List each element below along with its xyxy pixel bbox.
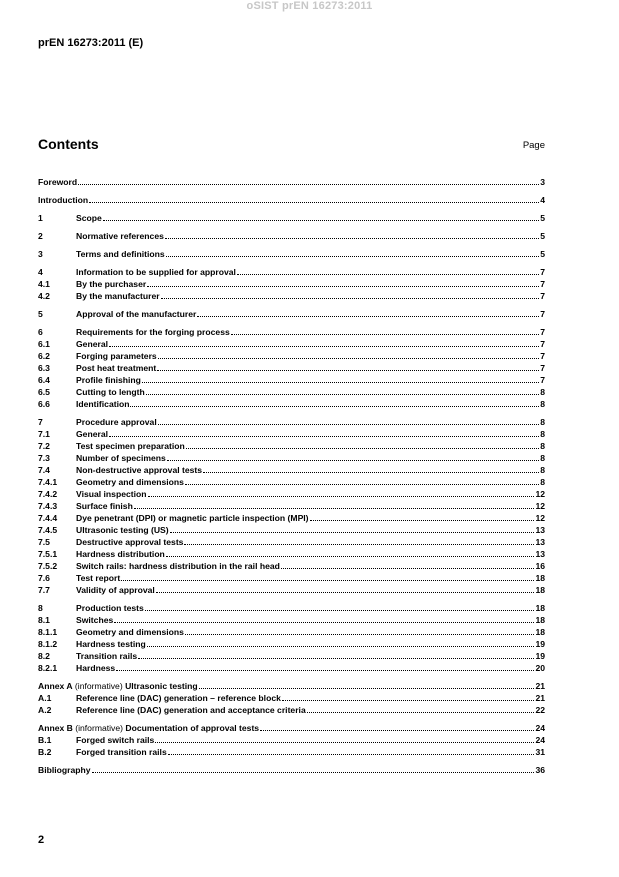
toc-entry-number: 7.3: [38, 453, 50, 463]
dot-leader: [166, 548, 535, 557]
toc-entry-page: 13: [535, 549, 545, 559]
toc-entry[interactable]: [38, 194, 545, 206]
toc-entry[interactable]: [38, 428, 545, 440]
toc-entry-page: 21: [535, 681, 545, 691]
toc-entry-title: Foreword: [38, 177, 78, 187]
toc-entry[interactable]: [38, 326, 545, 338]
dot-leader: [147, 638, 535, 647]
toc-entry[interactable]: [38, 692, 545, 704]
toc-entry-number: 6.4: [38, 375, 50, 385]
toc-entry-title: Forging parameters: [76, 351, 157, 361]
toc-entry-title: Hardness: [76, 663, 116, 673]
toc-entry[interactable]: [38, 488, 545, 500]
dot-leader: [184, 536, 534, 545]
dot-leader: [146, 386, 539, 395]
toc-entry-number: 4.2: [38, 291, 50, 301]
dot-leader: [161, 290, 540, 299]
dot-leader: [158, 416, 540, 425]
toc-entry[interactable]: [38, 512, 545, 524]
watermark: oSIST prEN 16273:2011: [246, 0, 373, 12]
dot-leader: [114, 614, 534, 623]
dot-leader: [185, 476, 539, 485]
toc-entry-page: 12: [535, 501, 545, 511]
toc-entry-title: General: [76, 429, 109, 439]
toc-entry-note: (informative): [72, 723, 126, 733]
toc-entry-page: 7: [540, 363, 545, 373]
toc-entry-title: Normative references: [76, 231, 164, 241]
toc-entry-page: 8: [540, 441, 545, 451]
toc-entry-page: 8: [540, 417, 545, 427]
toc-entry-page: 20: [535, 663, 545, 673]
toc-entry-number: 7.4.1: [38, 477, 58, 487]
toc-entry-number: B.2: [38, 747, 52, 757]
dot-leader: [310, 512, 535, 521]
toc-entry-page: 21: [535, 693, 545, 703]
toc-entry-number: 5: [38, 309, 43, 319]
toc-entry[interactable]: [38, 290, 545, 302]
dot-leader: [78, 176, 539, 185]
toc-entry-title: Forged transition rails: [76, 747, 167, 757]
toc-entry-page: 36: [535, 765, 545, 775]
toc-entry[interactable]: [38, 734, 545, 746]
toc-entry-page: 7: [540, 279, 545, 289]
dot-leader: [186, 440, 539, 449]
toc-entry-number: 7.5.2: [38, 561, 58, 571]
toc-entry-title: Production tests: [76, 603, 144, 613]
dot-leader: [260, 722, 534, 731]
toc-entry[interactable]: [38, 338, 545, 350]
toc-entry-title: Dye penetrant (DPI) or magnetic particle inspection (MPI): [76, 513, 309, 523]
toc-entry-title: Information to be supplied for approval: [76, 267, 236, 277]
document-id: prEN 16273:2011 (E): [38, 37, 144, 49]
toc-entry-title: Surface finish: [76, 501, 133, 511]
toc-entry-title: Geometry and dimensions: [76, 627, 184, 637]
toc-entry-page: 5: [540, 249, 545, 259]
toc-entry[interactable]: [38, 416, 545, 428]
toc-entry-number: 7.1: [38, 429, 50, 439]
toc-entry-page: 18: [535, 603, 545, 613]
toc-entry-number: 8.1.1: [38, 627, 58, 637]
dot-leader: [237, 266, 539, 275]
toc-entry-number: 7.7: [38, 585, 50, 595]
page-column-label: Page: [522, 140, 545, 151]
toc-entry[interactable]: [38, 524, 545, 536]
toc-entry-page: 7: [540, 309, 545, 319]
toc-entry-title: Introduction: [38, 195, 89, 205]
toc-entry-title: Switches: [76, 615, 114, 625]
toc-entry[interactable]: [38, 476, 545, 488]
toc-entry-page: 5: [540, 231, 545, 241]
dot-leader: [138, 650, 534, 659]
toc-entry-title: Post heat treatment: [76, 363, 157, 373]
toc-entry-title: Hardness testing: [76, 639, 146, 649]
toc-entry-title: Test specimen preparation: [76, 441, 185, 451]
toc-entry-page: 19: [535, 639, 545, 649]
toc-entry-title: Test report: [76, 573, 121, 583]
dot-leader: [282, 692, 535, 701]
toc-entry-number: A.2: [38, 705, 52, 715]
toc-entry-number: 7.5: [38, 537, 50, 547]
toc-entry-number: 7.2: [38, 441, 50, 451]
toc-entry-page: 18: [535, 627, 545, 637]
toc-entry[interactable]: [38, 662, 545, 674]
dot-leader: [148, 488, 535, 497]
toc-entry-number: A.1: [38, 693, 52, 703]
toc-entry-number: 7.4.4: [38, 513, 58, 523]
dot-leader: [165, 230, 539, 239]
toc-entry[interactable]: [38, 266, 545, 278]
toc-entry-title: Cutting to length: [76, 387, 145, 397]
toc-entry-number: 7.4.5: [38, 525, 58, 535]
toc-entry-page: 24: [535, 723, 545, 733]
toc-entry-title: Profile finishing: [76, 375, 141, 385]
toc-entry-page: 19: [535, 651, 545, 661]
contents-heading: Contents: [38, 136, 99, 152]
toc-entry[interactable]: [38, 722, 545, 734]
toc-entry-page: 7: [540, 291, 545, 301]
toc-entry-page: 7: [540, 339, 545, 349]
toc-entry-page: 18: [535, 615, 545, 625]
dot-leader: [197, 308, 539, 317]
toc-entry[interactable]: [38, 176, 545, 188]
toc-entry[interactable]: [38, 638, 545, 650]
toc-entry-title: Reference line (DAC) generation and acceptance criteria: [76, 705, 306, 715]
toc-entry-page: 16: [535, 561, 545, 571]
toc-entry[interactable]: [38, 584, 545, 596]
toc-entry-page: 12: [535, 489, 545, 499]
toc-entry-title: By the manufacturer: [76, 291, 160, 301]
toc-entry-title: Visual inspection: [76, 489, 147, 499]
toc-entry[interactable]: [38, 650, 545, 662]
toc-entry-number: 8: [38, 603, 43, 613]
toc-entry[interactable]: [38, 278, 545, 290]
toc-entry-title: Ultrasonic testing (US): [76, 525, 169, 535]
toc-entry-title: Forged switch rails: [76, 735, 155, 745]
dot-leader: [281, 560, 535, 569]
dot-leader: [157, 362, 539, 371]
dot-leader: [199, 680, 535, 689]
toc-entry-number: 7: [38, 417, 43, 427]
toc-entry-page: 13: [535, 537, 545, 547]
toc-entry-number: 6.1: [38, 339, 50, 349]
toc-entry-page: 22: [535, 705, 545, 715]
toc-entry[interactable]: [38, 350, 545, 362]
toc-entry-title: Reference line (DAC) generation – reference block: [76, 693, 281, 703]
toc-entry-page: 7: [540, 267, 545, 277]
page-number: 2: [38, 834, 45, 846]
dot-leader: [142, 374, 539, 383]
toc-entry[interactable]: [38, 560, 545, 572]
dot-leader: [89, 194, 539, 203]
dot-leader: [92, 764, 535, 773]
toc-entry[interactable]: [38, 230, 545, 242]
toc-entry-title: Scope: [76, 213, 102, 223]
toc-entry-title: Bibliography: [38, 765, 91, 775]
toc-entry[interactable]: [38, 308, 545, 320]
toc-entry-number: 6.6: [38, 399, 50, 409]
toc-entry-number: 6: [38, 327, 43, 337]
toc-entry[interactable]: [38, 212, 545, 224]
toc-entry-title: Non-destructive approval tests: [76, 465, 203, 475]
toc-entry[interactable]: [38, 398, 545, 410]
toc-entry-title: General: [76, 339, 109, 349]
dot-leader: [168, 746, 535, 755]
toc-entry-page: 7: [540, 327, 545, 337]
toc-entry-page: 18: [535, 585, 545, 595]
toc-entry[interactable]: [38, 374, 545, 386]
toc-entry-page: 18: [535, 573, 545, 583]
toc-entry-page: 5: [540, 213, 545, 223]
toc-entry-title: Hardness distribution: [76, 549, 165, 559]
dot-leader: [103, 212, 539, 221]
toc-entry[interactable]: [38, 548, 545, 560]
toc-entry-page: 7: [540, 375, 545, 385]
toc-entry-title: Identification: [76, 399, 130, 409]
toc-entry-title: Procedure approval: [76, 417, 157, 427]
toc-entry-number: 8.1.2: [38, 639, 58, 649]
toc-entry-title: Geometry and dimensions: [76, 477, 184, 487]
toc-entry-title: Terms and definitions: [76, 249, 165, 259]
toc-entry-number: 6.5: [38, 387, 50, 397]
toc-entry-number: 7.6: [38, 573, 50, 583]
toc-entry-page: 8: [540, 399, 545, 409]
toc-entry[interactable]: [38, 440, 545, 452]
toc-entry[interactable]: [38, 464, 545, 476]
toc-entry-number: 4: [38, 267, 43, 277]
toc-entry[interactable]: [38, 452, 545, 464]
toc-entry-title: Validity of approval: [76, 585, 155, 595]
dot-leader: [231, 326, 539, 335]
dot-leader: [134, 500, 535, 509]
toc-entry-note: (informative): [72, 681, 126, 691]
toc-entry-page: 8: [540, 387, 545, 397]
toc-entry-number: 4.1: [38, 279, 50, 289]
dot-leader: [109, 338, 539, 347]
toc-entry[interactable]: [38, 614, 545, 626]
dot-leader: [121, 572, 534, 581]
dot-leader: [145, 602, 535, 611]
toc-entry-number: B.1: [38, 735, 52, 745]
toc-entry-page: 3: [540, 177, 545, 187]
toc-entry-title: Approval of the manufacturer: [76, 309, 197, 319]
dot-leader: [167, 452, 539, 461]
toc-entry-number: 8.2.1: [38, 663, 58, 673]
toc-entry[interactable]: [38, 362, 545, 374]
toc-entry-title: Annex B (informative) Documentation of approval tests: [38, 723, 260, 733]
toc-entry-number: 7.5.1: [38, 549, 58, 559]
toc-entry-title: Switch rails: hardness distribution in the rail head: [76, 561, 280, 571]
dot-leader: [203, 464, 539, 473]
toc-entry-number: 3: [38, 249, 43, 259]
dot-leader: [130, 398, 539, 407]
toc-entry-page: 13: [535, 525, 545, 535]
toc-entry[interactable]: [38, 704, 545, 716]
dot-leader: [185, 626, 535, 635]
dot-leader: [166, 248, 540, 257]
toc-entry-title: Destructive approval tests: [76, 537, 184, 547]
dot-leader: [147, 278, 539, 287]
toc-entry-page: 4: [540, 195, 545, 205]
toc-entry-number: 8.1: [38, 615, 50, 625]
toc-entry-number: 7.4.3: [38, 501, 58, 511]
toc-entry-number: 2: [38, 231, 43, 241]
toc-entry[interactable]: [38, 680, 545, 692]
toc-entry-page: 24: [535, 735, 545, 745]
dot-leader: [307, 704, 535, 713]
dot-leader: [158, 350, 540, 359]
toc-entry-number: 7.4: [38, 465, 50, 475]
toc-entry-page: 7: [540, 351, 545, 361]
dot-leader: [116, 662, 534, 671]
toc-entry[interactable]: [38, 764, 545, 776]
toc-entry-page: 8: [540, 477, 545, 487]
toc-entry-number: 6.2: [38, 351, 50, 361]
toc-entry-title: Number of specimens: [76, 453, 166, 463]
toc-entry[interactable]: [38, 386, 545, 398]
toc-entry-title: Requirements for the forging process: [76, 327, 230, 337]
toc-entry-number: 6.3: [38, 363, 50, 373]
dot-leader: [155, 734, 534, 743]
toc-entry[interactable]: [38, 536, 545, 548]
dot-leader: [156, 584, 535, 593]
toc-entry-page: 12: [535, 513, 545, 523]
toc-entry-title: By the purchaser: [76, 279, 147, 289]
toc-entry-page: 8: [540, 453, 545, 463]
toc-entry[interactable]: [38, 248, 545, 260]
toc-entry[interactable]: [38, 746, 545, 758]
toc-entry-number: 1: [38, 213, 43, 223]
toc-entry-number: 8.2: [38, 651, 50, 661]
toc-entry[interactable]: [38, 500, 545, 512]
toc-entry[interactable]: [38, 602, 545, 614]
toc-entry-page: 31: [535, 747, 545, 757]
toc-entry-page: 8: [540, 429, 545, 439]
table-of-contents: [38, 176, 545, 776]
toc-entry[interactable]: [38, 572, 545, 584]
toc-entry-title: Annex A (informative) Ultrasonic testing: [38, 681, 198, 691]
dot-leader: [170, 524, 535, 533]
toc-entry-title: Transition rails: [76, 651, 138, 661]
toc-entry-number: 7.4.2: [38, 489, 58, 499]
dot-leader: [109, 428, 539, 437]
toc-entry[interactable]: [38, 626, 545, 638]
toc-entry-page: 8: [540, 465, 545, 475]
